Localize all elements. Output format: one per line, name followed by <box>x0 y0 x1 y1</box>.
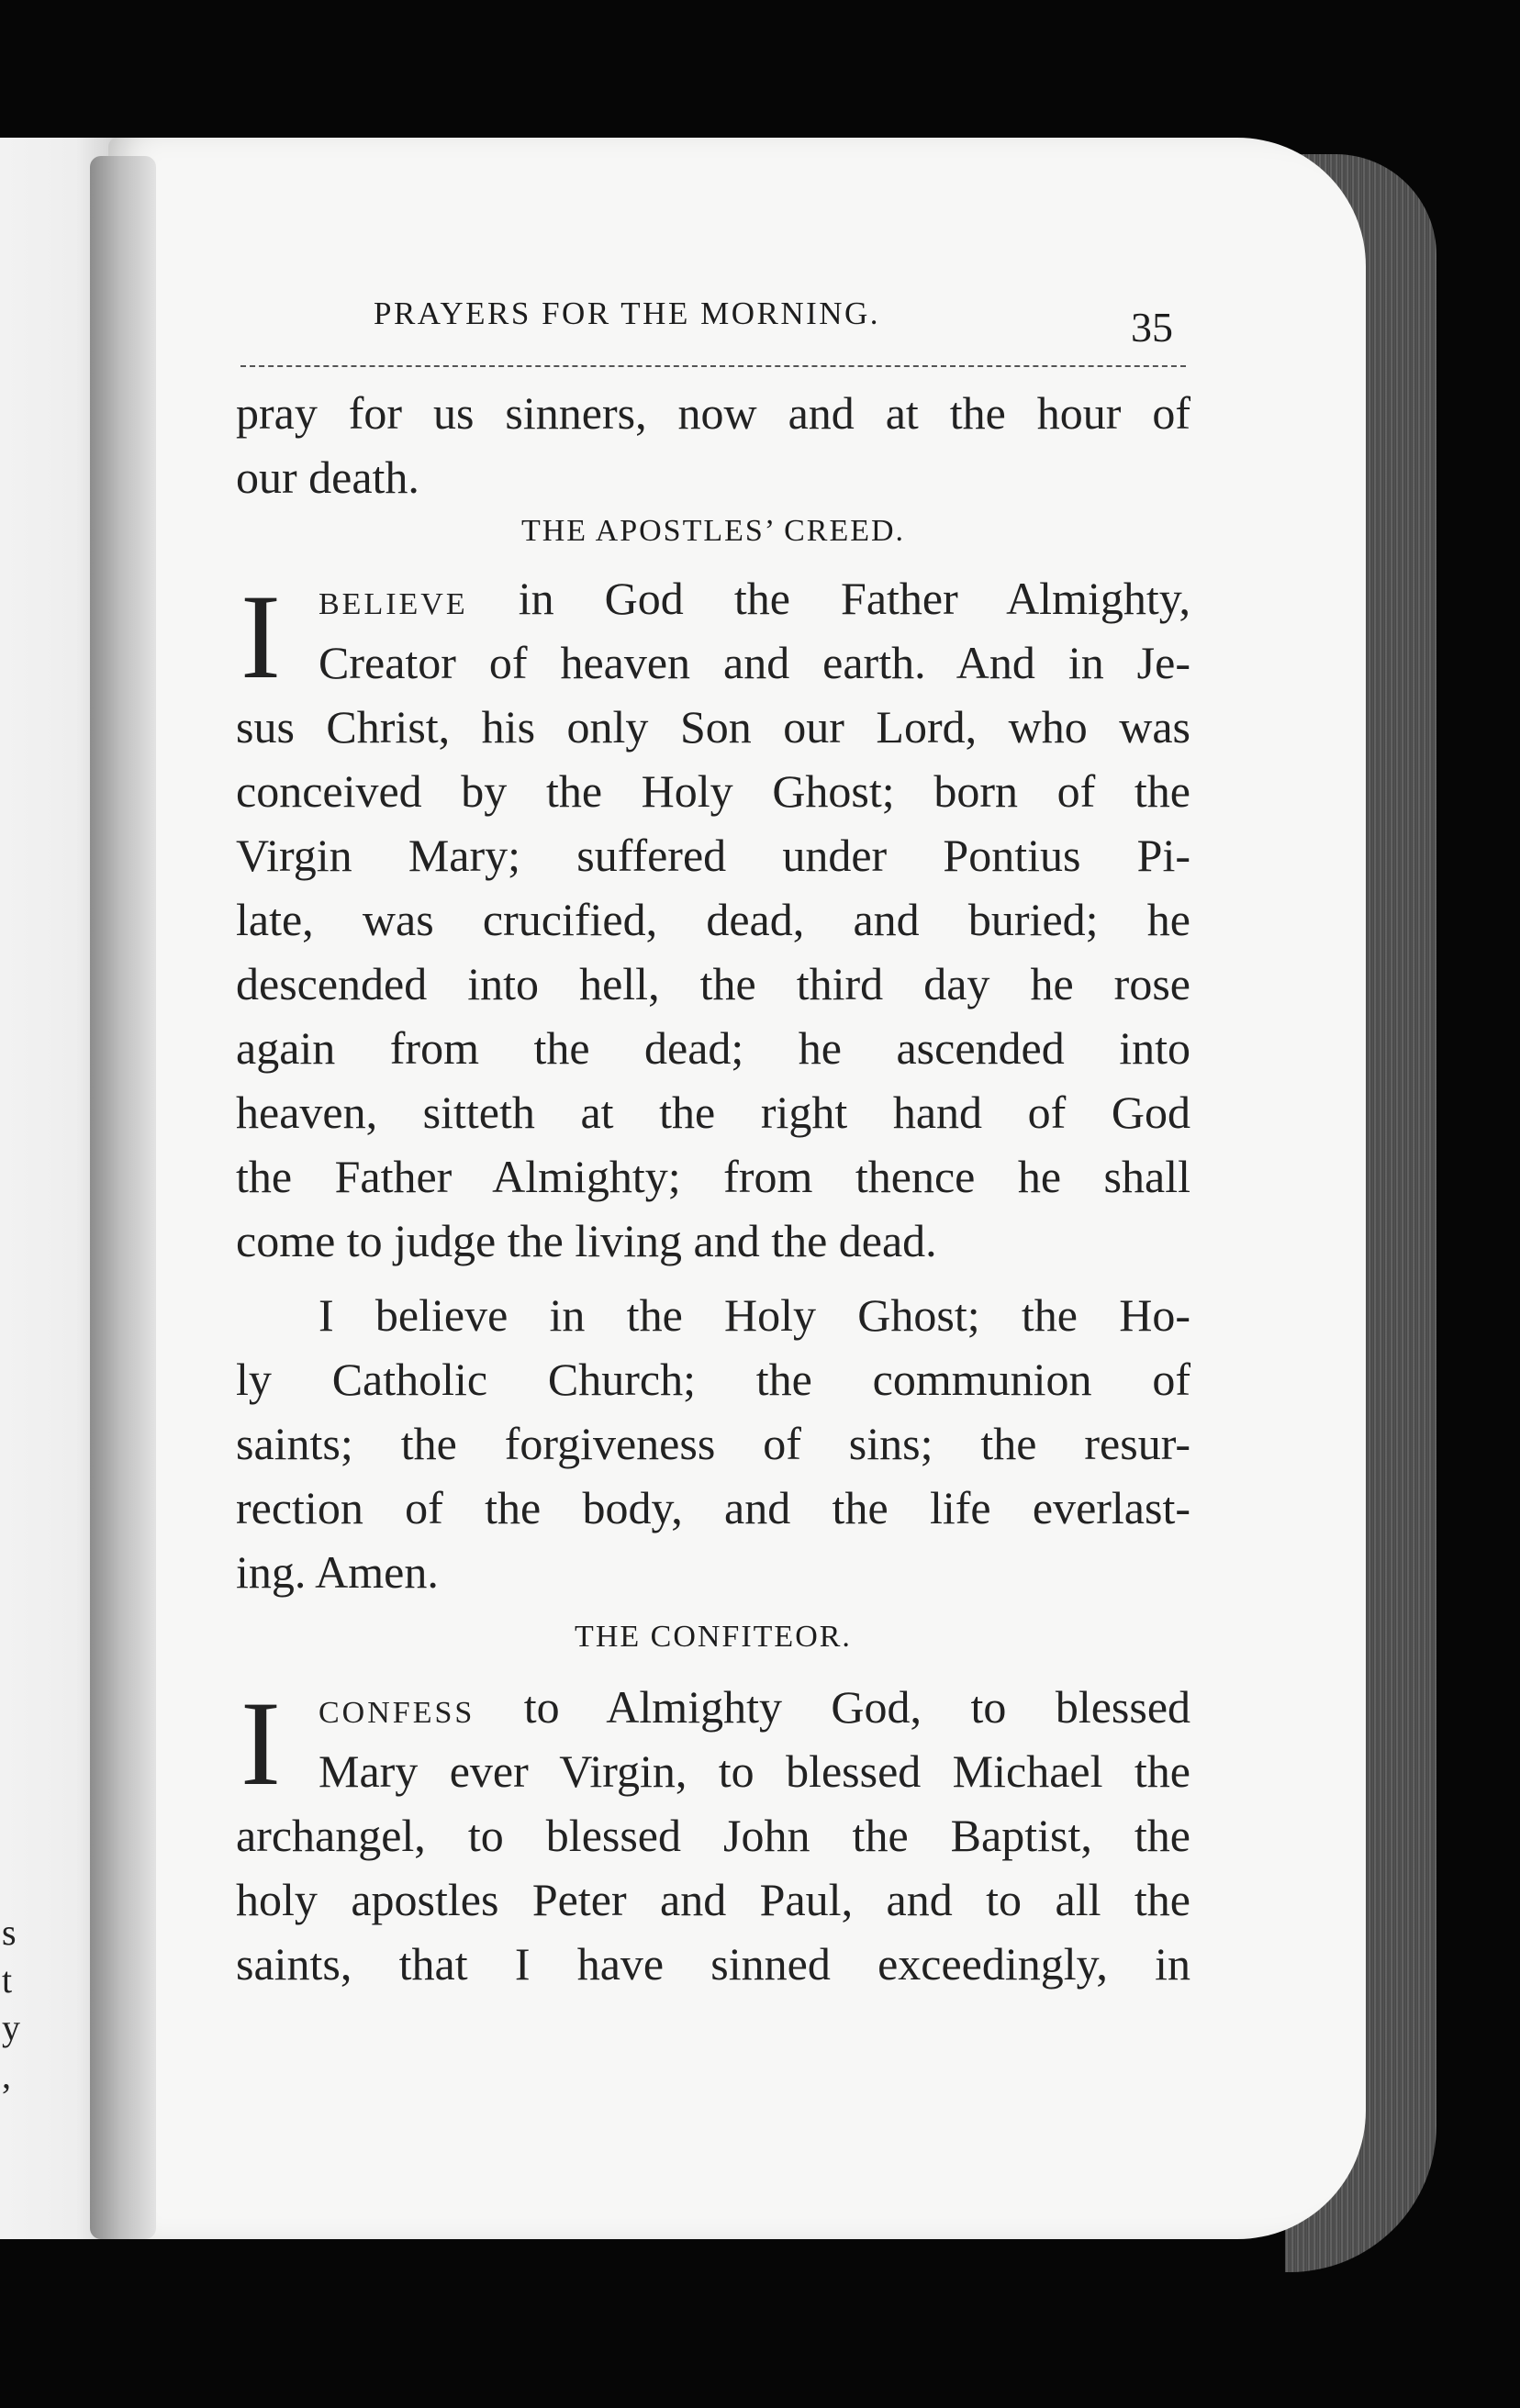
text-line: holy apostles Peter and Paul, and to all the <box>236 1874 1190 1925</box>
book-gutter <box>90 156 156 2239</box>
text-line: late, was crucified, dead, and buried; he <box>236 894 1190 945</box>
text-line: I believe in the Holy Ghost; the Ho- <box>319 1289 1190 1341</box>
text-line: heaven, sitteth at the right hand of God <box>236 1087 1190 1138</box>
text-line: ly Catholic Church; the communion of <box>236 1354 1190 1405</box>
text-line: the Father Almighty; from thence he shall <box>236 1151 1190 1202</box>
section-heading-creed: THE APOSTLES’ CREED. <box>520 514 906 548</box>
page-number: 35 <box>1131 304 1173 351</box>
drop-cap: I <box>240 1676 281 1811</box>
text-line: our death. <box>236 452 419 503</box>
running-title: PRAYERS FOR THE MORNING. <box>374 295 881 331</box>
facing-page-fragment: y <box>2 2007 20 2048</box>
text-line: ing. Amen. <box>236 1546 439 1598</box>
text-line: Virgin Mary; suffered under Pontius Pi- <box>236 830 1190 881</box>
text-line: descended into hell, the third day he rose <box>236 958 1190 1009</box>
text-line: saints, that I have sinned exceedingly, in <box>236 1938 1190 1990</box>
text-line: conceived by the Holy Ghost; born of the <box>236 765 1190 817</box>
text-line: come to judge the living and the dead. <box>236 1215 937 1266</box>
line-text: in God the Father Almighty, <box>518 573 1190 624</box>
line-text: to Almighty God, to blessed <box>523 1681 1191 1733</box>
text-line: sus Christ, his only Son our Lord, who was <box>236 701 1190 752</box>
text-line: Creator of heaven and earth. And in Je- <box>319 637 1190 688</box>
text-line: again from the dead; he ascended into <box>236 1022 1190 1074</box>
text-line: archangel, to blessed John the Baptist, the <box>236 1810 1190 1861</box>
facing-page-text-fragments <box>2 1909 20 2100</box>
text-line: Mary ever Virgin, to blessed Michael the <box>319 1745 1190 1797</box>
small-caps-word: CONFESS <box>319 1696 475 1730</box>
facing-page-fragment: s <box>2 1912 17 1953</box>
drop-cap: I <box>240 569 281 704</box>
text-line <box>319 1679 1190 1741</box>
section-heading-confiteor: THE CONFITEOR. <box>575 1620 852 1654</box>
text-line: rection of the body, and the life everlast- <box>236 1482 1190 1533</box>
text-line: saints; the forgiveness of sins; the resur- <box>236 1418 1190 1469</box>
text-line <box>319 571 1190 632</box>
header-rule <box>240 365 1186 367</box>
facing-page-fragment: , <box>2 2055 11 2096</box>
small-caps-word: BELIEVE <box>319 587 468 621</box>
text-line: pray for us sinners, now and at the hour of <box>236 387 1190 439</box>
facing-page-fragment: t <box>2 1959 13 2001</box>
